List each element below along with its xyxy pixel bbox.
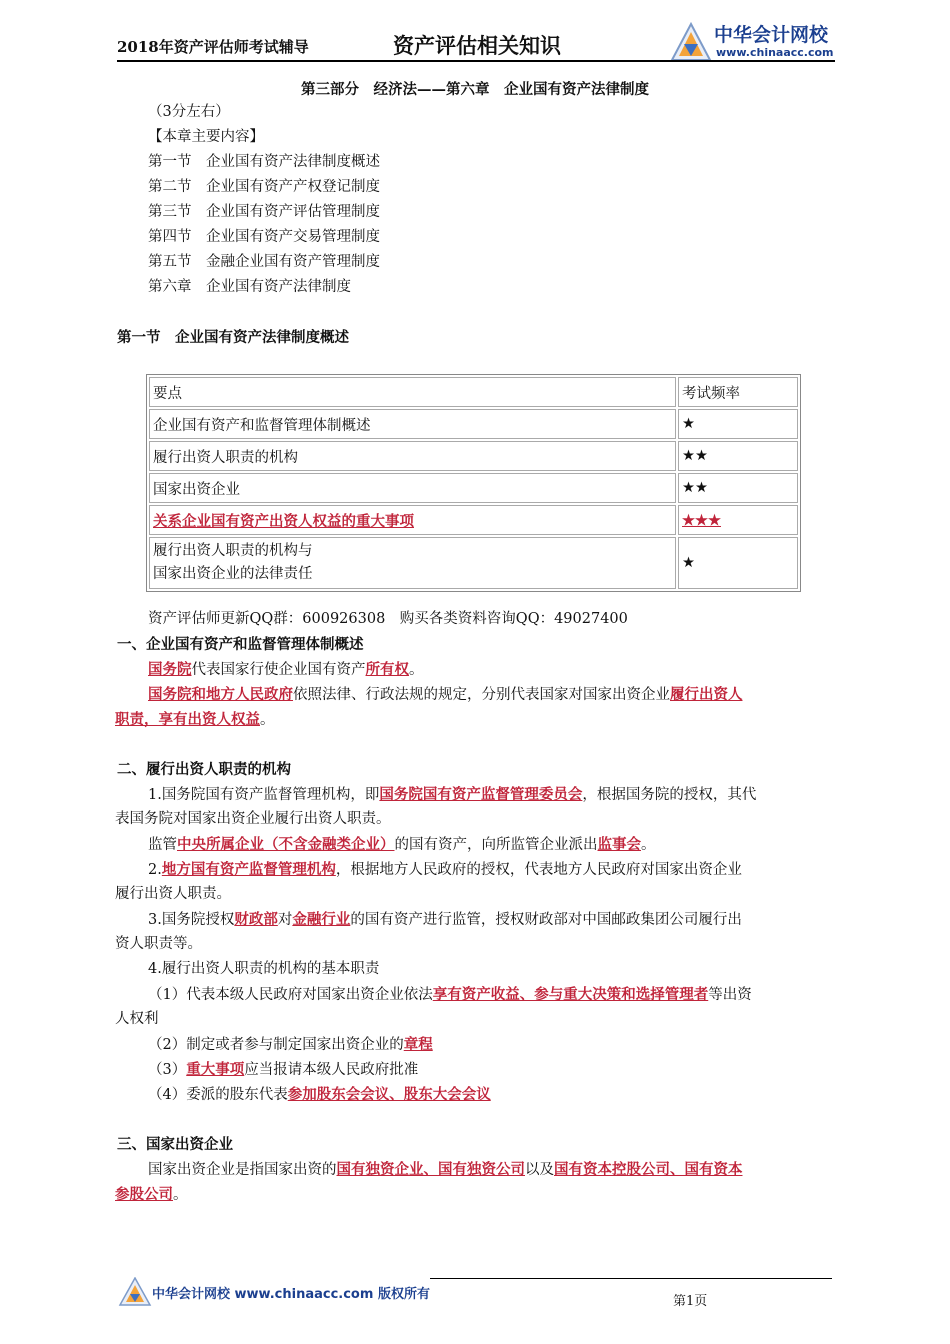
paragraph: 国务院和地方人民政府依照法律、行政法规的规定，分别代表国家对国家出资企业履行出资人 xyxy=(148,686,743,703)
contents-item: 第一节 企业国有资产法律制度概述 xyxy=(148,154,380,170)
score-note: （3分左右） xyxy=(148,104,230,120)
list-item: （3）重大事项应当报请本级人民政府批准 xyxy=(148,1061,419,1078)
paragraph-continued: 履行出资人职责。 xyxy=(115,886,231,902)
chapter-title: 第三部分 经济法——第六章 企业国有资产法律制度 xyxy=(301,81,649,98)
contents-item: 第五节 金融企业国有资产管理制度 xyxy=(148,254,380,270)
subsection-heading: 三、国家出资企业 xyxy=(117,1136,233,1153)
logo-url: www.chinaacc.com xyxy=(716,46,834,59)
table-cell: 国家出资企业 xyxy=(149,473,676,503)
table-row xyxy=(149,409,798,439)
logo-triangle-icon xyxy=(670,22,712,62)
paragraph: 3.国务院授权财政部对金融行业的国有资产进行监管，授权财政部对中国邮政集团公司履行出 xyxy=(148,911,742,928)
frequency-stars: ★ xyxy=(678,409,798,439)
subsection-heading: 二、履行出资人职责的机构 xyxy=(117,761,291,778)
table-header-cell: 要点 xyxy=(149,377,676,407)
contents-item: 第六章 企业国有资产法律制度 xyxy=(148,279,351,295)
contents-item: 第四节 企业国有资产交易管理制度 xyxy=(148,229,380,245)
table-header-cell: 考试频率 xyxy=(678,377,798,407)
table-row xyxy=(149,537,798,589)
frequency-stars: ★★ xyxy=(678,441,798,471)
header-rule xyxy=(117,60,835,62)
paragraph-continued: 表国务院对国家出资企业履行出资人职责。 xyxy=(115,811,391,827)
paragraph: 国务院代表国家行使企业国有资产所有权。 xyxy=(148,661,424,678)
table-cell: 企业国有资产和监督管理体制概述 xyxy=(149,409,676,439)
header-exam-label: 2018年资产评估师考试辅导 xyxy=(117,38,309,56)
table-row xyxy=(149,473,798,503)
paragraph: 4.履行出资人职责的机构的基本职责 xyxy=(148,961,380,977)
paragraph: 国家出资企业是指国家出资的国有独资企业、国有独资公司以及国有资本控股公司、国有资本 xyxy=(148,1161,743,1178)
list-item-continued: 人权利 xyxy=(115,1011,159,1027)
key-points-table xyxy=(146,374,801,592)
highlighted-key-point: 关系企业国有资产出资人权益的重大事项 xyxy=(153,512,414,530)
page-number: 第1页 xyxy=(673,1294,708,1309)
table-row xyxy=(149,505,798,535)
paragraph-continued: 资人职责等。 xyxy=(115,936,202,952)
footer-logo-icon xyxy=(118,1277,152,1307)
contents-item: 第三节 企业国有资产评估管理制度 xyxy=(148,204,380,220)
list-item: （1）代表本级人民政府对国家出资企业依法享有资产收益、参与重大决策和选择管理者等出资 xyxy=(148,986,752,1003)
frequency-stars: ★ xyxy=(678,537,798,589)
table-row xyxy=(149,441,798,471)
section-heading: 第一节 企业国有资产法律制度概述 xyxy=(117,329,349,346)
contents-heading: 【本章主要内容】 xyxy=(148,129,264,145)
list-item: （4）委派的股东代表参加股东会会议、股东大会会议 xyxy=(148,1086,491,1103)
paragraph: 1.国务院国有资产监督管理机构，即国务院国有资产监督管理委员会，根据国务院的授权，其代 xyxy=(148,786,757,803)
contents-item: 第二节 企业国有资产产权登记制度 xyxy=(148,179,380,195)
paragraph-continued: 职责，享有出资人权益。 xyxy=(115,711,275,728)
header-subject-title: 资产评估相关知识 xyxy=(393,33,561,58)
table-cell: 履行出资人职责的机构 xyxy=(149,441,676,471)
table-cell xyxy=(149,505,676,535)
footer-copyright: 中华会计网校 www.chinaacc.com 版权所有 xyxy=(152,1287,430,1302)
subsection-heading: 一、企业国有资产和监督管理体制概述 xyxy=(117,636,364,653)
paragraph: 监管中央所属企业（不含金融类企业）的国有资产，向所监管企业派出监事会。 xyxy=(148,836,656,853)
table-header-row xyxy=(149,377,798,407)
brand-logo xyxy=(670,18,845,64)
paragraph: 2.地方国有资产监督管理机构，根据地方人民政府的授权，代表地方人民政府对国家出资企业 xyxy=(148,861,742,878)
table-cell: 履行出资人职责的机构与 国家出资企业的法律责任 xyxy=(149,537,676,589)
logo-name: 中华会计网校 xyxy=(714,24,829,46)
qq-contact-line: 资产评估师更新QQ群：600926308 购买各类资料咨询QQ：49027400 xyxy=(148,611,628,627)
list-item: （2）制定或者参与制定国家出资企业的章程 xyxy=(148,1036,433,1053)
frequency-stars: ★★ xyxy=(678,473,798,503)
paragraph-continued: 参股公司。 xyxy=(115,1186,188,1203)
footer-rule xyxy=(430,1278,832,1279)
frequency-stars: ★★★ xyxy=(678,505,798,535)
